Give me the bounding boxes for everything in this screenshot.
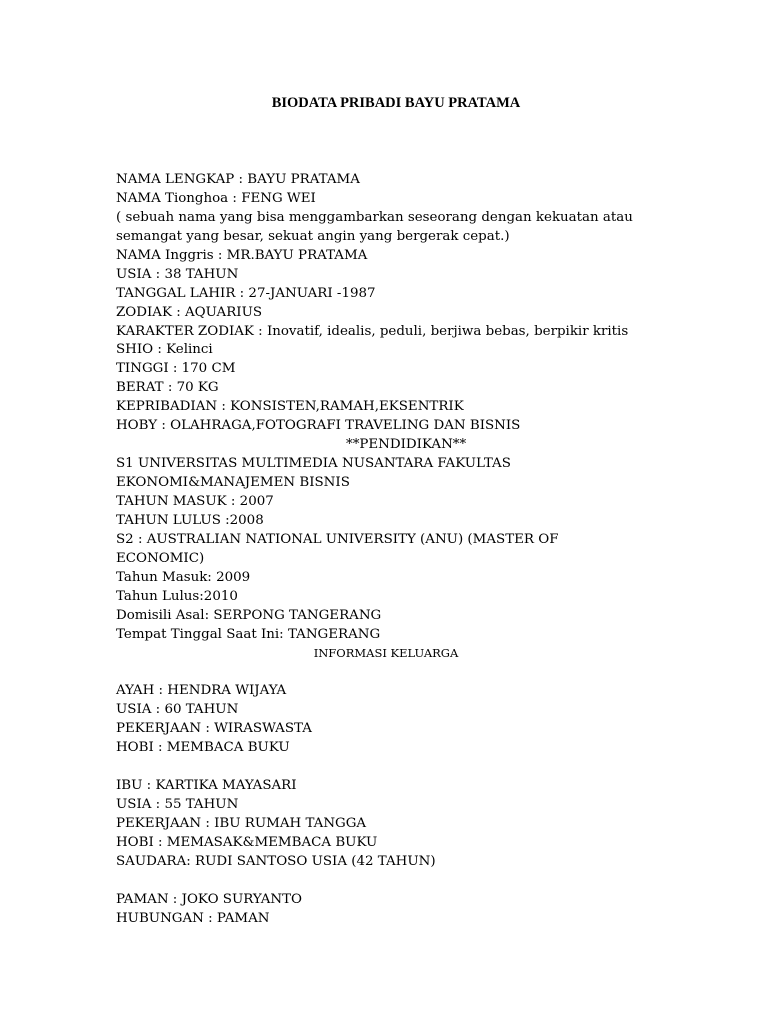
text-line: Domisili Asal: SERPONG TANGERANG bbox=[116, 607, 382, 623]
text-line: ( sebuah nama yang bisa menggambarkan seseorang dengan kekuatan atau bbox=[116, 209, 633, 225]
text-line: HOBY : OLAHRAGA,FOTOGRAFI TRAVELING DAN BISNIS bbox=[116, 418, 521, 434]
document-title: BIODATA PRIBADI BAYU PRATAMA bbox=[271, 95, 521, 111]
blank-line bbox=[116, 663, 656, 682]
text-line: TAHUN LULUS :2008 bbox=[116, 512, 264, 528]
text-line: AYAH : HENDRA WIJAYA bbox=[116, 683, 287, 699]
text-line: HUBUNGAN : PAMAN bbox=[116, 910, 270, 926]
text-line: Tahun Lulus:2010 bbox=[116, 588, 238, 604]
text-line: USIA : 60 TAHUN bbox=[116, 702, 239, 718]
text-line: semangat yang besar, sekuat angin yang bergerak cepat.) bbox=[116, 228, 510, 244]
section-heading-pendidikan: **PENDIDIKAN** bbox=[346, 437, 467, 453]
text-line: S2 : AUSTRALIAN NATIONAL UNIVERSITY (ANU) (MASTER OF bbox=[116, 531, 559, 547]
text-line: TINGGI : 170 CM bbox=[116, 361, 236, 377]
blank-line bbox=[116, 758, 656, 777]
text-line: SAUDARA: RUDI SANTOSO USIA (42 TAHUN) bbox=[116, 853, 436, 869]
text-line: TANGGAL LAHIR : 27-JANUARI -1987 bbox=[116, 285, 376, 301]
text-line: TAHUN MASUK : 2007 bbox=[116, 493, 274, 509]
text-line: SHIO : Kelinci bbox=[116, 342, 213, 358]
text-line: Tempat Tinggal Saat Ini: TANGERANG bbox=[116, 626, 381, 642]
text-line: ECONOMIC) bbox=[116, 550, 205, 566]
text-line: Tahun Masuk: 2009 bbox=[116, 569, 251, 585]
text-line: PEKERJAAN : WIRASWASTA bbox=[116, 721, 312, 737]
blank-line bbox=[116, 872, 656, 891]
text-line: KEPRIBADIAN : KONSISTEN,RAMAH,EKSENTRIK bbox=[116, 399, 464, 415]
text-line: HOBI : MEMBACA BUKU bbox=[116, 740, 290, 756]
text-line: PAMAN : JOKO SURYANTO bbox=[116, 891, 303, 907]
document-body bbox=[116, 171, 656, 929]
text-line: USIA : 55 TAHUN bbox=[116, 796, 239, 812]
text-line: HOBI : MEMASAK&MEMBACA BUKU bbox=[116, 834, 378, 850]
text-line: KARAKTER ZODIAK : Inovatif, idealis, peduli, berjiwa bebas, berpikir kritis bbox=[116, 323, 629, 339]
text-line: USIA : 38 TAHUN bbox=[116, 266, 239, 282]
text-line: NAMA Inggris : MR.BAYU PRATAMA bbox=[116, 247, 368, 263]
text-line: ZODIAK : AQUARIUS bbox=[116, 304, 263, 320]
text-line: NAMA Tionghoa : FENG WEI bbox=[116, 190, 316, 206]
text-line: S1 UNIVERSITAS MULTIMEDIA NUSANTARA FAKULTAS bbox=[116, 456, 511, 472]
text-line: PEKERJAAN : IBU RUMAH TANGGA bbox=[116, 815, 367, 831]
text-line: NAMA LENGKAP : BAYU PRATAMA bbox=[116, 172, 360, 187]
section-heading-informasi-keluarga: INFORMASI KELUARGA bbox=[313, 646, 459, 661]
text-line: BERAT : 70 KG bbox=[116, 380, 219, 396]
text-line: IBU : KARTIKA MAYASARI bbox=[116, 778, 297, 793]
text-line: EKONOMI&MANAJEMEN BISNIS bbox=[116, 475, 350, 490]
